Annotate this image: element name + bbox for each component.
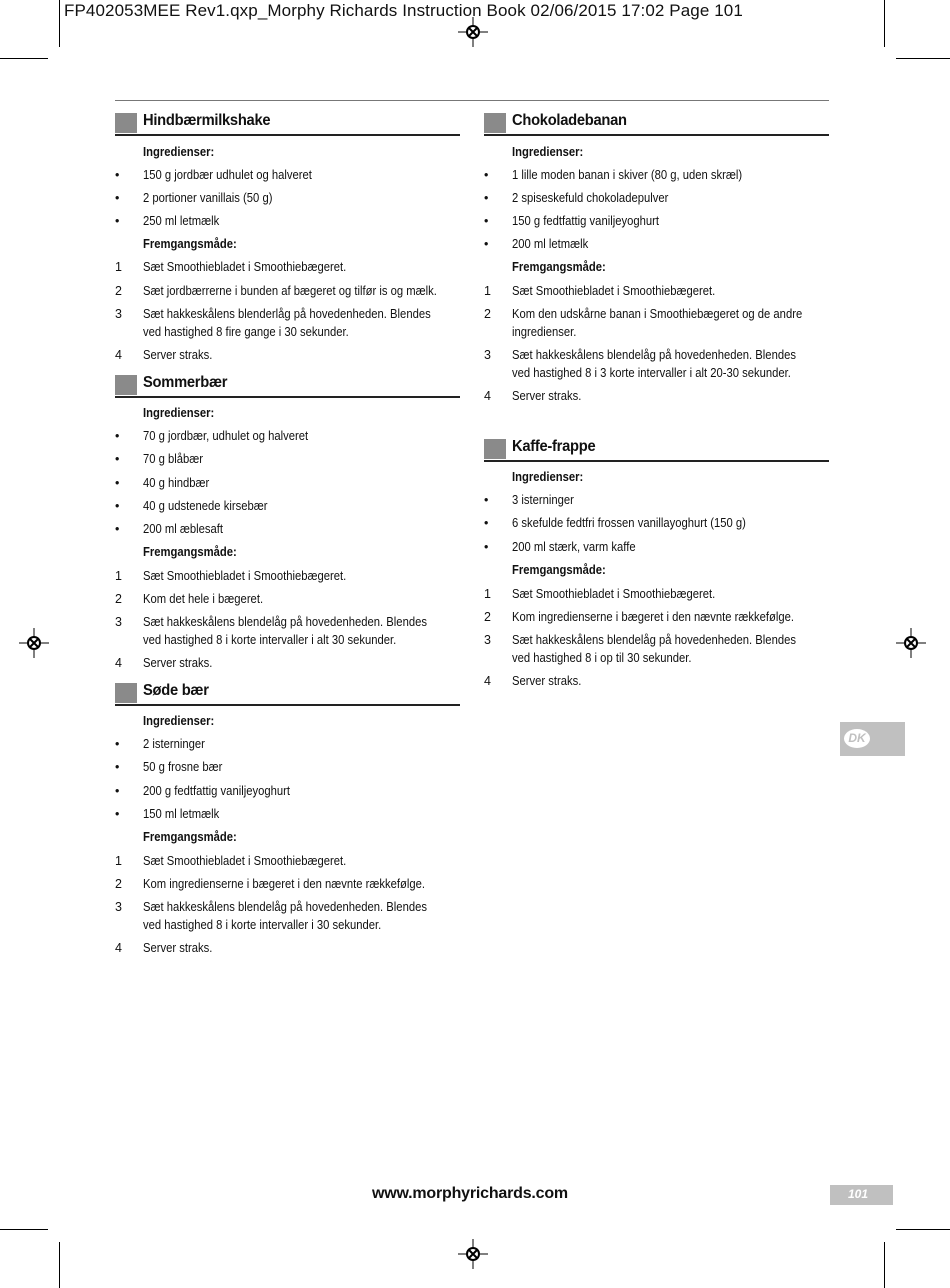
crop-mark <box>884 1242 885 1288</box>
registration-mark-icon <box>458 1239 488 1269</box>
heading-square <box>484 113 506 133</box>
crop-mark <box>59 1242 60 1288</box>
recipe-sommerbaer: Sommerbær Ingredienser: • 70 g jordbær, udhulet og halveret • 70 g blåbær • 40 g hindbær • 40 g udstenede kirsebær • 200 ml æblesaft Fremgangsmåde: 1 Sæt Smoothiebladet i Smoothiebægeret. 2 Kom det hele i bægeret. 3 Sæt hakkeskålens blendelåg på hovedenheden. Blendes ved hastighed 8 i korte intervaller i alt 30 sekunder. 4 Server straks. <box>115 374 460 398</box>
ingredients-label: Ingredienser: <box>512 470 584 484</box>
print-slug-line: FP402053MEE Rev1.qxp_Morphy Richards Instruction Book 02/06/2015 17:02 Page 101 <box>64 1 743 20</box>
crop-mark <box>59 0 60 47</box>
recipe-header <box>115 374 460 398</box>
heading-square <box>115 683 137 703</box>
language-tab <box>840 722 905 756</box>
recipe-header <box>484 112 829 136</box>
crop-mark <box>884 0 885 47</box>
language-tab-label: DK <box>844 729 870 748</box>
crop-mark <box>896 58 950 59</box>
recipe-chokoladebanan: Chokoladebanan Ingredienser: • 1 lille moden banan i skiver (80 g, uden skræl) • 2 spiseskefuld chokoladepulver • 150 g fedtfattig vaniljeyoghurt • 200 ml letmælk Fremgangsmåde: 1 Sæt Smoothiebladet i Smoothiebægeret. 2 Kom den udskårne banan i Smoothiebægeret og de andre ingredienser. 3 Sæt hakkeskålens blendelåg på hovedenheden. Blendes ved hastighed 8 i 3 korte intervaller i alt 20-30 sekunder. 4 Server straks. <box>484 112 829 136</box>
method-label: Fremgangsmåde: <box>512 563 606 577</box>
recipe-title: Søde bær <box>143 682 209 699</box>
method-label: Fremgangsmåde: <box>143 545 237 559</box>
crop-mark <box>896 1229 950 1230</box>
method-label: Fremgangsmåde: <box>143 237 237 251</box>
recipe-title: Chokoladebanan <box>512 112 627 129</box>
ingredients-label: Ingredienser: <box>512 145 584 159</box>
recipe-title: Kaffe-frappe <box>512 438 596 455</box>
registration-mark-icon <box>19 628 49 658</box>
method-label: Fremgangsmåde: <box>512 260 606 274</box>
ingredients-label: Ingredienser: <box>143 714 215 728</box>
header-rule <box>115 100 829 101</box>
recipe-hindbaermilkshake: Hindbærmilkshake Ingredienser: • 150 g jordbær udhulet og halveret • 2 portioner vanillais (50 g) • 250 ml letmælk Fremgangsmåde: 1 Sæt Smoothiebladet i Smoothiebægeret. 2 Sæt jordbærrerne i bunden af bægeret og tilfør is og mælk. 3 Sæt hakkeskålens blenderlåg på hovedenheden. Blendes ved hastighed 8 fire gange i 30 sekunder. 4 Server straks. <box>115 112 460 136</box>
page-number: 101 <box>847 1187 868 1201</box>
ingredients-label: Ingredienser: <box>143 145 215 159</box>
recipe-title: Sommerbær <box>143 374 228 391</box>
recipe-soede-baer: Søde bær Ingredienser: • 2 isterninger • 50 g frosne bær • 200 g fedtfattig vaniljeyoghurt • 150 ml letmælk Fremgangsmåde: 1 Sæt Smoothiebladet i Smoothiebægeret. 2 Kom ingredienserne i bægeret i den nævnte rækkefølge. 3 Sæt hakkeskålens blendelåg på hovedenheden. Blendes ved hastighed 8 i korte intervaller i 30 sekunder. 4 Server straks. <box>115 682 460 706</box>
registration-mark-icon <box>896 628 926 658</box>
registration-mark-icon <box>458 17 488 47</box>
method-label: Fremgangsmåde: <box>143 830 237 844</box>
recipe-title: Hindbærmilkshake <box>143 112 271 129</box>
footer-url: www.morphyrichards.com <box>372 1185 568 1202</box>
recipe-header <box>484 438 829 462</box>
heading-square <box>115 113 137 133</box>
crop-mark <box>0 58 48 59</box>
recipe-header <box>115 112 460 136</box>
page-number-box <box>830 1185 893 1205</box>
ingredients-label: Ingredienser: <box>143 406 215 420</box>
heading-square <box>484 439 506 459</box>
heading-square <box>115 375 137 395</box>
recipe-header <box>115 682 460 706</box>
recipe-kaffe-frappe: Kaffe-frappe Ingredienser: • 3 isterninger • 6 skefulde fedtfri frossen vanillayoghurt (150 g) • 200 ml stærk, varm kaffe Fremgangsmåde: 1 Sæt Smoothiebladet i Smoothiebægeret. 2 Kom ingredienserne i bægeret i den nævnte rækkefølge. 3 Sæt hakkeskålens blendelåg på hovedenheden. Blendes ved hastighed 8 i op til 30 sekunder. 4 Server straks. <box>484 438 829 462</box>
crop-mark <box>0 1229 48 1230</box>
